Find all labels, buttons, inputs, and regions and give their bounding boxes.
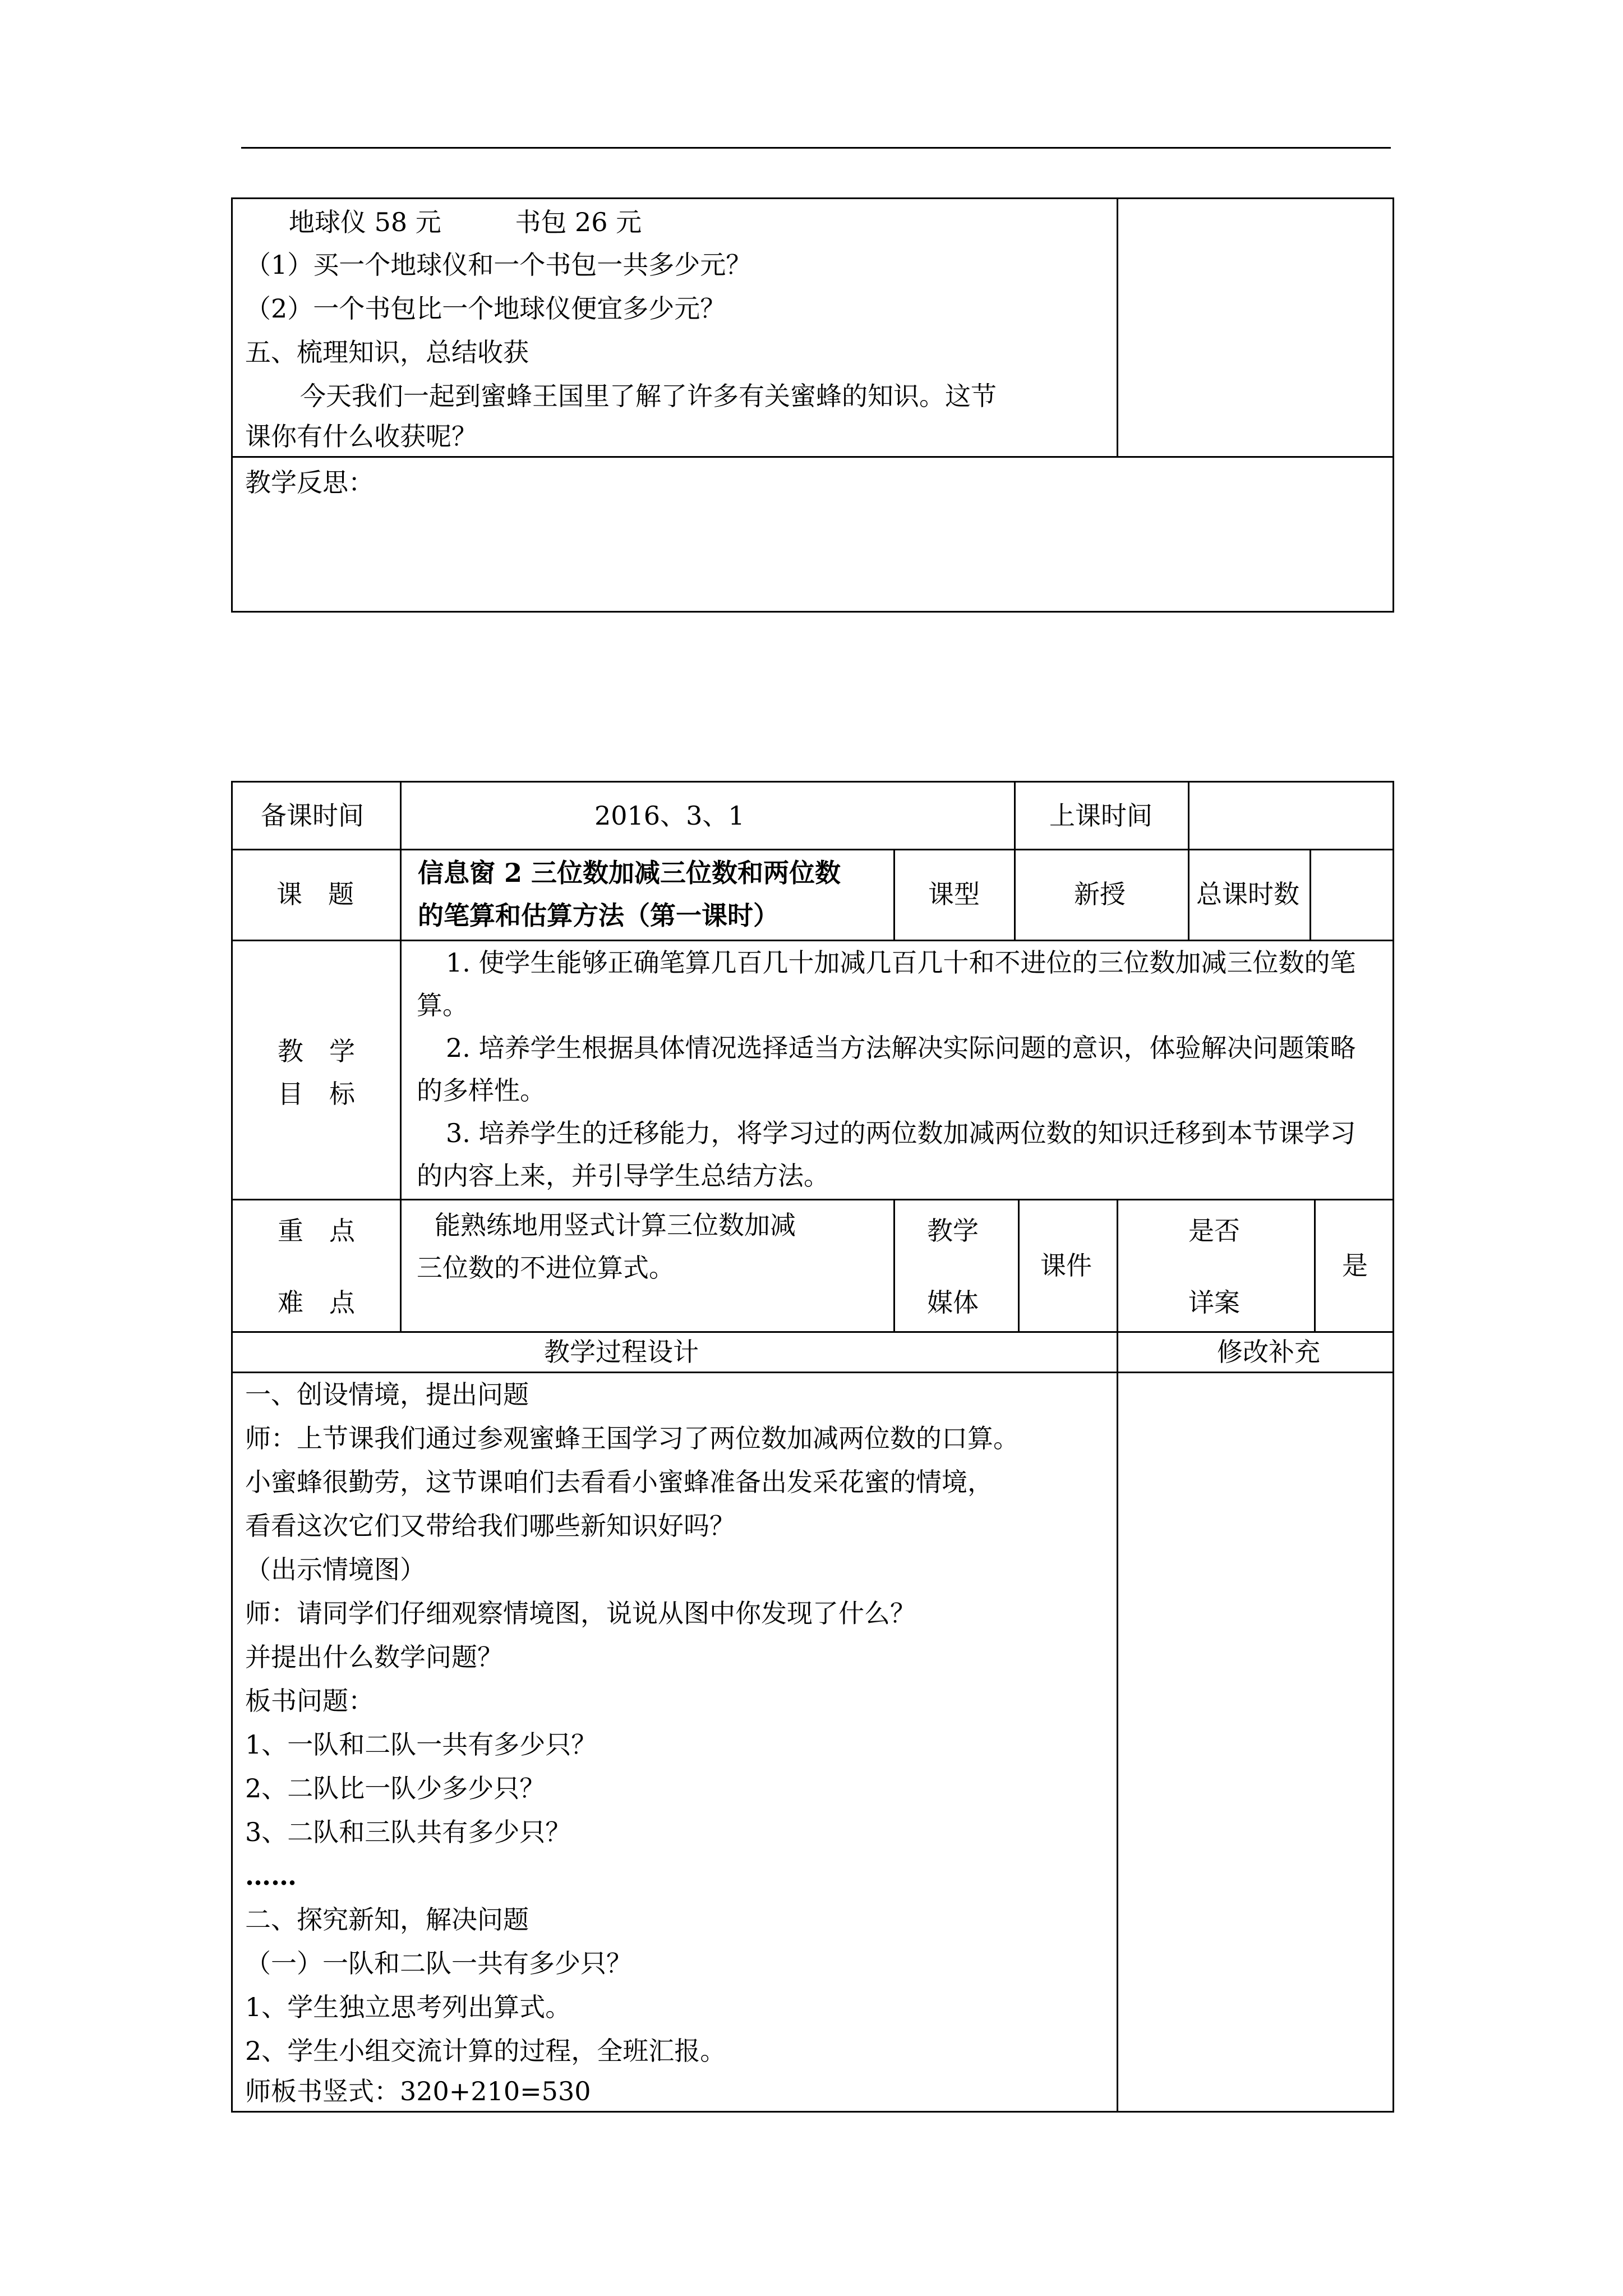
goal-2-line-1: 2. 培养学生根据具体情况选择适当方法解决实际问题的意识，体验解决问题策略 <box>446 1033 1356 1063</box>
detailed-plan-label-2: 详案 <box>1188 1287 1240 1318</box>
prices-line: 地球仪 58 元 书包 26 元 <box>289 207 642 237</box>
summary-text-2: 课你有什么收获呢？ <box>245 421 477 452</box>
column-divider <box>1117 1331 1118 2111</box>
topic-title-line-2: 的笔算和估算方法（第一课时） <box>418 900 779 931</box>
teaching-reflection-label: 教学反思： <box>245 467 374 498</box>
column-divider <box>893 1199 895 1331</box>
lesson-type-value: 新授 <box>1074 879 1126 909</box>
goal-2-line-2: 的多样性。 <box>417 1075 546 1106</box>
prep-time-label: 备课时间 <box>261 800 364 831</box>
column-divider <box>400 783 402 1331</box>
column-divider <box>1014 783 1016 940</box>
prep-time-value: 2016、3、1 <box>594 800 745 831</box>
difficulty-label: 难 点 <box>278 1287 355 1318</box>
process-line: 并提出什么数学问题？ <box>245 1642 503 1672</box>
summary-text-1: 今天我们一起到蜜蜂王国里了解了许多有关蜜蜂的知识。这节 <box>300 381 997 411</box>
process-line: 2、学生小组交流计算的过程，全班汇报。 <box>245 2036 726 2066</box>
header-rule <box>241 147 1391 149</box>
goals-label-1: 教 学 <box>278 1036 355 1066</box>
lesson-type-label: 课型 <box>928 879 980 909</box>
key-point-text-1: 能熟练地用竖式计算三位数加减 <box>435 1210 796 1240</box>
process-line: 一、创设情境，提出问题 <box>245 1379 529 1410</box>
column-divider <box>1018 1199 1020 1331</box>
process-line: 看看这次它们又带给我们哪些新知识好吗？ <box>245 1511 735 1541</box>
goal-1-line-2: 算。 <box>417 990 468 1020</box>
goal-1-line-1: 1. 使学生能够正确笔算几百几十加减几百几十和不进位的三位数加减三位数的笔 <box>446 947 1356 978</box>
row-divider <box>233 849 1393 850</box>
topic-title-line-1: 信息窗 2 三位数加减三位数和两位数 <box>418 858 841 888</box>
column-divider <box>1188 849 1189 940</box>
goal-3-line-2: 的内容上来，并引导学生总结方法。 <box>417 1161 829 1191</box>
column-divider <box>893 849 895 940</box>
column-divider <box>1188 783 1189 849</box>
column-divider <box>1117 199 1118 456</box>
goals-label-2: 目 标 <box>278 1079 355 1109</box>
process-line: 3、二队和三队共有多少只？ <box>245 1817 571 1847</box>
key-point-text-2: 三位数的不进位算式。 <box>417 1253 675 1283</box>
column-divider <box>1314 1199 1316 1331</box>
detailed-plan-value: 是 <box>1342 1250 1368 1281</box>
media-label-1: 教学 <box>927 1216 979 1246</box>
section-summary-heading: 五、梳理知识，总结收获 <box>245 337 529 367</box>
question-2: （2）一个书包比一个地球仪便宜多少元？ <box>245 293 726 324</box>
process-line: …… <box>245 1861 297 1891</box>
lesson-plan-table <box>231 781 1394 2113</box>
process-line: （出示情境图） <box>245 1554 426 1585</box>
question-1: （1）买一个地球仪和一个书包一共多少元？ <box>245 250 752 280</box>
top-lesson-table <box>231 197 1394 613</box>
topic-label: 课 题 <box>276 879 354 909</box>
detailed-plan-label-1: 是否 <box>1188 1216 1240 1246</box>
process-line: 二、探究新知，解决问题 <box>245 1904 529 1935</box>
process-line: 小蜜蜂很勤劳，这节课咱们去看看小蜜蜂准备出发采花蜜的情境， <box>245 1467 993 1497</box>
process-line: 师板书竖式：320+210=530 <box>245 2076 591 2106</box>
column-divider <box>1117 1199 1118 1331</box>
process-line: 板书问题： <box>245 1686 374 1716</box>
process-line: 1、学生独立思考列出算式。 <box>245 1992 571 2022</box>
class-time-label: 上课时间 <box>1049 800 1152 831</box>
revision-header: 修改补充 <box>1217 1337 1320 1367</box>
process-line: 1、一队和二队一共有多少只？ <box>245 1729 597 1760</box>
process-design-header: 教学过程设计 <box>544 1337 699 1367</box>
key-point-label: 重 点 <box>278 1216 355 1246</box>
total-hours-label: 总课时数 <box>1196 879 1299 909</box>
process-line: 2、二队比一队少多少只？ <box>245 1773 546 1803</box>
media-label-2: 媒体 <box>927 1287 979 1318</box>
row-divider <box>233 1199 1393 1200</box>
column-divider <box>1310 849 1311 940</box>
process-line: （一）一队和二队一共有多少只？ <box>245 1948 632 1978</box>
process-line: 师：请同学们仔细观察情境图，说说从图中你发现了什么？ <box>245 1598 916 1628</box>
goal-3-line-1: 3. 培养学生的迁移能力，将学习过的两位数加减两位数的知识迁移到本节课学习 <box>446 1118 1356 1148</box>
revision-cell <box>1119 199 1393 455</box>
process-line: 师：上节课我们通过参观蜜蜂王国学习了两位数加减两位数的口算。 <box>245 1423 1019 1453</box>
media-value: 课件 <box>1040 1250 1092 1281</box>
